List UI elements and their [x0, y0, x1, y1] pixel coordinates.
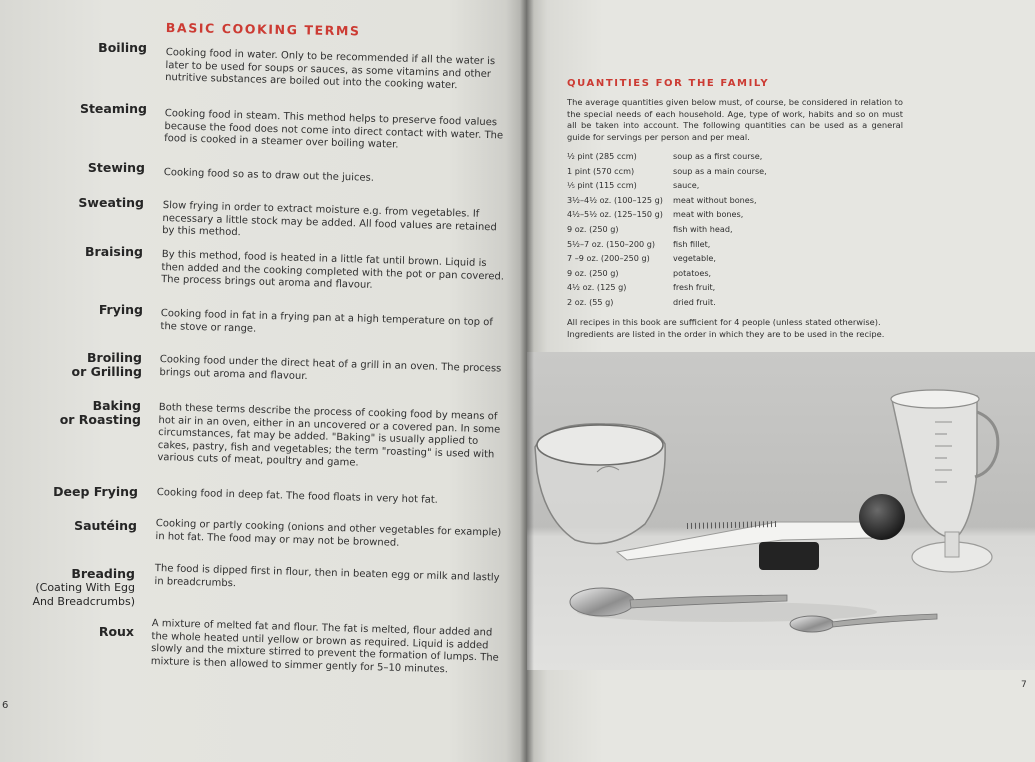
- definition-frying: Cooking food in fat in a frying pan at a high temperature on top of the stove or range.: [160, 308, 494, 335]
- quantity-item: meat with bones,: [673, 209, 744, 220]
- definition-roux: A mixture of melted fat and flour. The fat is melted, flour added and the whole heated until yellow or brown as required. Liquid is added slowly and the mixture stirred to prevent the formation of lumps. The mixture is then allowed to simmer gently for 5–10 minutes.: [150, 618, 499, 675]
- recipes-note: All recipes in this book are sufficient for 4 people (unless stated otherwise). Ingredients are listed in the order in which they are to be used in the recipe.: [567, 317, 885, 339]
- term-baking-or-roasting: Baking or Roasting: [59, 398, 141, 427]
- quantity-item: potatoes,: [673, 267, 712, 278]
- quantity-item: fish fillet,: [673, 238, 711, 249]
- quantity-amount: ½ pint (285 ccm): [567, 151, 637, 161]
- left-page-number: 6: [2, 700, 9, 711]
- quantity-amount: 1 pint (570 ccm): [567, 165, 635, 176]
- definition-braising: By this method, food is heated in a little fat until brown. Liquid is then added and the cooking completed with the pot or pan covered. The process brings out aroma and flavour.: [160, 249, 505, 291]
- quantity-item: sauce,: [673, 180, 700, 191]
- right-page: [527, 0, 1035, 762]
- definition-sauteing: Cooking or partly cooking (onions and other vegetables for example) in hot fat. The food may or may not be browned.: [155, 518, 502, 549]
- definition-sweating: Slow frying in order to extract moisture e.g. from vegetables. If necessary a little stock may be added. All food values are retained by this method.: [161, 200, 497, 239]
- term-steaming: Steaming: [79, 101, 147, 116]
- quantity-amount: 9 oz. (250 g): [567, 267, 619, 278]
- quantity-item: fish with head,: [673, 223, 733, 234]
- term-stewing: Stewing: [87, 160, 145, 175]
- definition-deep-frying: Cooking food in deep fat. The food floats in very hot fat.: [156, 487, 439, 506]
- quantity-amount: 4½–5½ oz. (125–150 g): [567, 209, 663, 220]
- definition-steaming: Cooking food in steam. This method helps to preserve food values because the food does not come into direct contact with water. The food is cooked in a steamer over boiling water.: [163, 108, 504, 151]
- right-page-heading: QUANTITIES FOR THE FAMILY: [567, 78, 770, 89]
- measuring-tools-illustration: [527, 352, 1035, 670]
- book-spine: [520, 0, 534, 762]
- quantity-item: soup as a main course,: [673, 165, 767, 176]
- quantity-amount: 5½–7 oz. (150–200 g): [567, 238, 656, 249]
- quantity-amount: 2 oz. (55 g): [567, 296, 614, 307]
- quantity-amount: ¹⁄₅ pint (115 ccm): [567, 180, 637, 191]
- definition-stewing: Cooking food so as to draw out the juices.: [163, 167, 375, 184]
- definition-baking-or-roasting: Both these terms describe the process of cooking food by means of hot air in an oven, either in an uncovered or a covered pan. In some circumstances, fat may be added. "Baking" is usually applied to cakes, pastry, fish and vegetables; the term "roasting" is used with various cuts of meat, poultry and game.: [157, 402, 501, 469]
- measuring-tools-photo: [527, 352, 1035, 670]
- term-broiling-or-grilling: Broiling or Grilling: [71, 350, 142, 379]
- definition-boiling: Cooking food in water. Only to be recommended if all the water is later to be used for soups or sauces, as some vitamins and other nutritive substances are boiled out into the cooking water.: [164, 47, 496, 92]
- term-deep-frying: Deep Frying: [53, 484, 138, 499]
- term-frying: Frying: [98, 302, 143, 317]
- term-roux: Roux: [98, 624, 134, 639]
- term-breading-subtitle: (Coating With Egg And Breadcrumbs): [32, 581, 135, 608]
- quantity-item: fresh fruit,: [673, 282, 716, 293]
- quantity-amount: 4½ oz. (125 g): [567, 282, 627, 293]
- term-breading: Breading: [71, 566, 135, 581]
- definition-broiling-or-grilling: Cooking food under the direct heat of a grill in an oven. The process brings out aroma and flavour.: [159, 354, 502, 382]
- term-sauteing: Sautéing: [74, 518, 137, 533]
- left-page-heading: BASIC COOKING TERMS: [165, 20, 361, 39]
- right-page-number: 7: [1021, 680, 1027, 690]
- quantity-item: meat without bones,: [673, 194, 757, 205]
- term-braising: Braising: [85, 244, 143, 259]
- quantity-item: dried fruit.: [673, 296, 716, 307]
- quantity-item: soup as a first course,: [673, 151, 763, 161]
- quantity-amount: 3½–4½ oz. (100–125 g): [567, 194, 663, 205]
- quantity-amount: 9 oz. (250 g): [567, 223, 619, 234]
- quantities-intro: The average quantities given below must, of course, be considered in relation to the special needs of each household. Age, type of work, habits and so on must all be taken into account. The following quantities can be used as a general guide for servings per person and per meal.: [567, 97, 903, 143]
- quantity-item: vegetable,: [673, 253, 716, 264]
- definition-breading: The food is dipped first in flour, then in beaten egg or milk and lastly in breadcrumbs.: [154, 563, 500, 589]
- quantity-amount: 7 –9 oz. (200–250 g): [567, 253, 650, 264]
- term-boiling: Boiling: [98, 40, 147, 55]
- term-sweating: Sweating: [78, 195, 144, 210]
